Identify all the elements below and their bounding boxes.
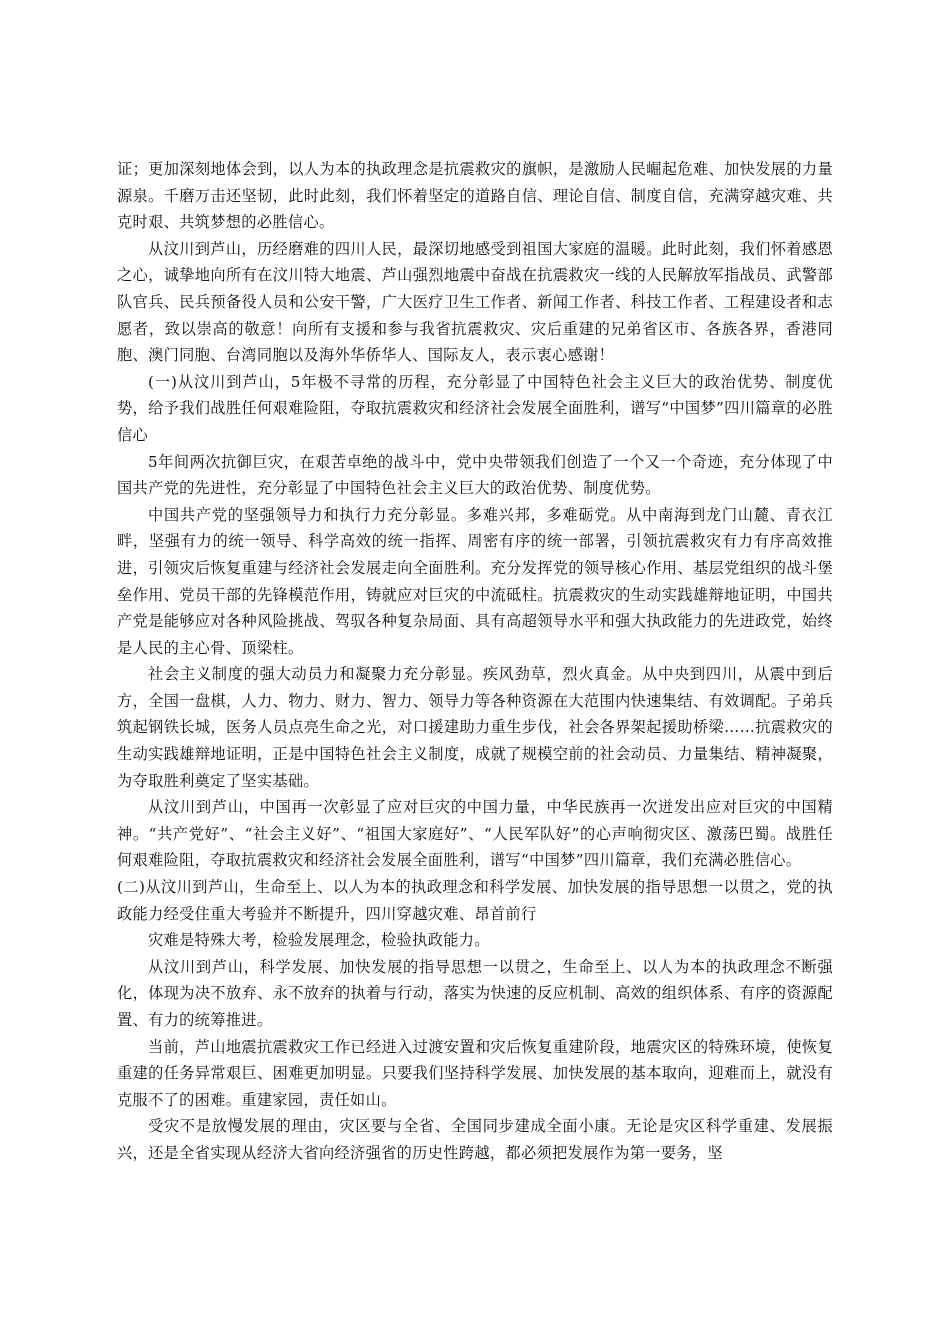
paragraph-special-exam: 灾难是特殊大考，检验发展理念，检验执政能力。 [148, 931, 490, 950]
section-heading-1: (一)从汶川到芦山，5年极不寻常的历程，充分彰显了中国特色社会主义巨大的政治优势、制度优势，给予我们战胜任何艰难险阻，夺取抗震救灾和经济社会发展全面胜利，谱写“中国梦”四川篇章的必胜信心 [117, 372, 833, 444]
section-heading-2: (二)从汶川到芦山，生命至上、以人为本的执政理念和科学发展、加快发展的指导思想一以贯之，党的执政能力经受住重大考验并不断提升，四川穿越灾难、昂首前行 [117, 878, 833, 923]
paragraph-china-strength: 从汶川到芦山，中国再一次彰显了应对巨灾的中国力量，中华民族再一次迸发出应对巨灾的中国精神。“共产党好”、“社会主义好”、“祖国大家庭好”、“人民军队好”的心声响彻灾区、激荡巴蜀。战胜任何艰难险阻，夺取抗震救灾和经济社会发展全面胜利，谱写“中国梦”四川篇章，我们充满必胜信心。 [117, 798, 833, 870]
paragraph-guiding-thought: 从汶川到芦山，科学发展、加快发展的指导思想一以贯之，生命至上、以人为本的执政理念不断强化，体现为决不放弃、永不放弃的执着与行动，落实为快速的反应机制、高效的组织体系、有序的资源配置、有力的统筹推进。 [117, 957, 833, 1029]
paragraph-development: 受灾不是放慢发展的理由，灾区要与全省、全国同步建成全面小康。无论是灾区科学重建、发展振兴，还是全省实现从经济大省向经济强省的历史性跨越，都必须把发展作为第一要务，坚 [117, 1117, 833, 1162]
paragraph-gratitude: 从汶川到芦山，历经磨难的四川人民，最深切地感受到祖国大家庭的温暖。此时此刻，我们怀着感恩之心，诚挚地向所有在汶川特大地震、芦山强烈地震中奋战在抗震救灾一线的人民解放军指战员、武警部队官兵、民兵预备役人员和公安干警，广大医疗卫生工作者、新闻工作者、科技工作者、工程建设者和志愿者，致以崇高的敬意！向所有支援和参与我省抗震救灾、灾后重建的兄弟省区市、各族各界，香港同胞、澳门同胞、台湾同胞以及海外华侨华人、国际友人，表示衷心感谢！ [117, 239, 833, 365]
paragraph-party-leadership: 中国共产党的坚强领导力和执行力充分彰显。多难兴邦，多难砺党。从中南海到龙门山麓、青衣江畔，坚强有力的统一领导、科学高效的统一指挥、周密有序的统一部署，引领抗震救灾有力有序高效推进，引领灾后恢复重建与经济社会发展走向全面胜利。充分发挥党的领导核心作用、基层党组织的战斗堡垒作用、党员干部的先锋模范作用，铸就应对巨灾的中流砥柱。抗震救灾的生动实践雄辩地证明，中国共产党是能够应对各种风险挑战、驾驭各种复杂局面、具有高超领导水平和强大执政能力的先进政党，始终是人民的主心骨、顶梁柱。 [117, 505, 833, 657]
paragraph-two-disasters: 5年间两次抗御巨灾，在艰苦卓绝的战斗中，党中央带领我们创造了一个又一个奇迹，充分体现了中国共产党的先进性，充分彰显了中国特色社会主义巨大的政治优势、制度优势。 [117, 452, 833, 498]
paragraph-continuation: 证；更加深刻地体会到，以人为本的执政理念是抗震救灾的旗帜，是激励人民崛起危难、加快发展的力量源泉。千磨万击还坚韧，此时此刻，我们怀着坚定的道路自信、理论自信、制度自信，充满穿越灾难、共克时艰、共筑梦想的必胜信心。 [117, 160, 833, 232]
document-body [117, 156, 833, 1167]
paragraph-socialist-system: 社会主义制度的强大动员力和凝聚力充分彰显。疾风劲草，烈火真金。从中央到四川，从震中到后方，全国一盘棋，人力、物力、财力、智力、领导力等各种资源在大范围内快速集结、有效调配。子弟兵筑起钢铁长城，医务人员点亮生命之光，对口援建助力重生步伐，社会各界架起援助桥梁……抗震救灾的生动实践雄辩地证明，正是中国特色社会主义制度，成就了规模空前的社会动员、力量集结、精神凝聚，为夺取胜利奠定了坚实基础。 [117, 665, 833, 790]
paragraph-reconstruction: 当前，芦山地震抗震救灾工作已经进入过渡安置和灾后恢复重建阶段，地震灾区的特殊环境，使恢复重建的任务异常艰巨、困难更加明显。只要我们坚持科学发展、加快发展的基本取向，迎难而上，就没有克服不了的困难。重建家园，责任如山。 [117, 1037, 833, 1109]
